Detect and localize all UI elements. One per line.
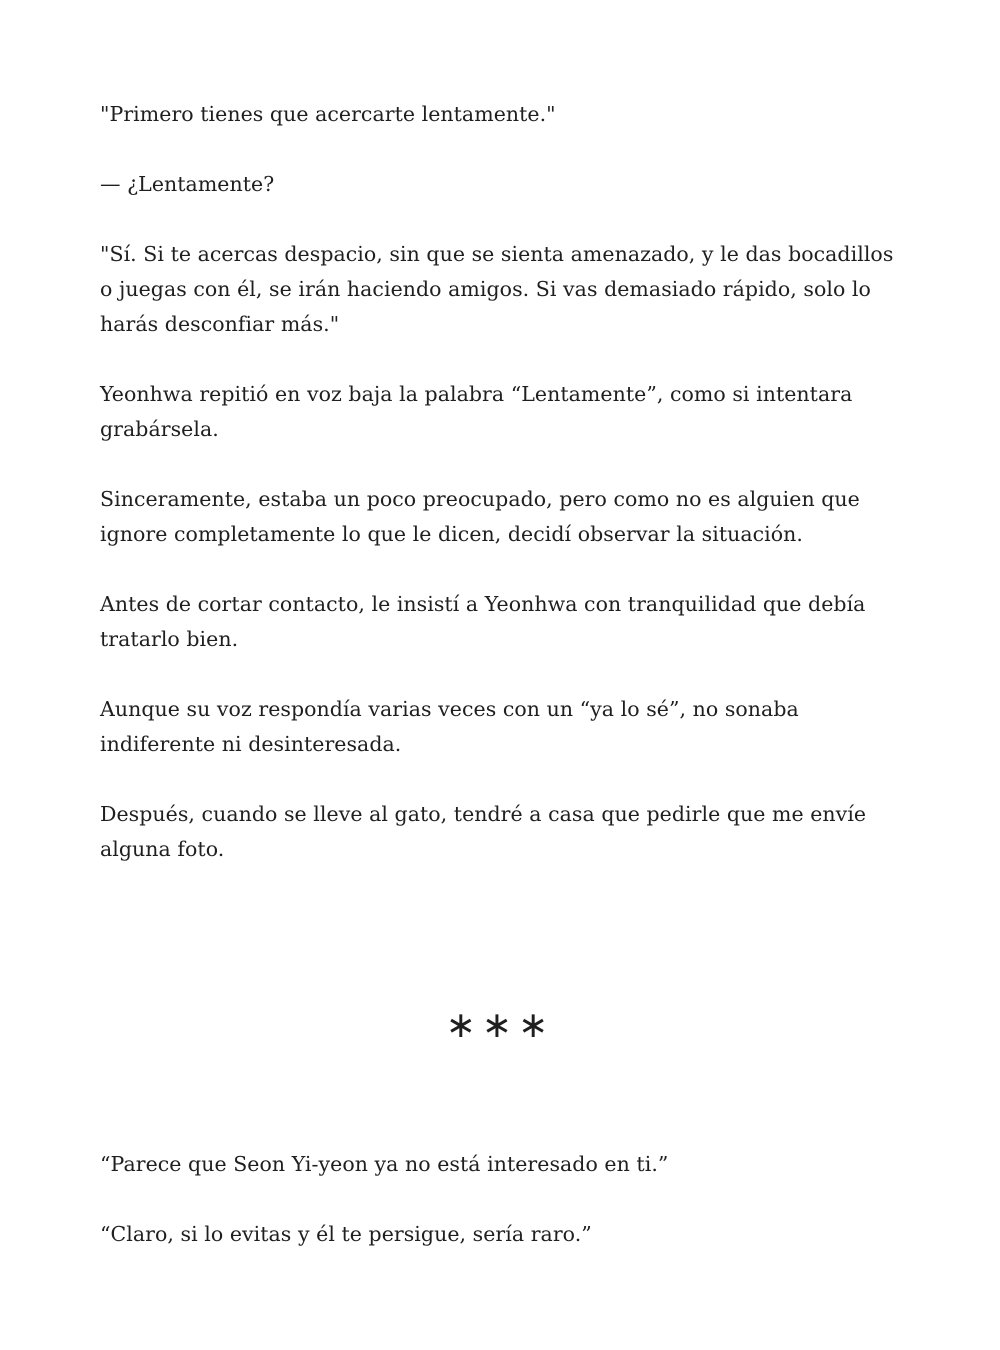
paragraph-10: “Claro, si lo evitas y él te persigue, sería raro.”	[100, 1222, 592, 1246]
paragraph-6: Antes de cortar contacto, le insistí a Yeonhwa con tranquilidad que debía tratarlo bien.	[100, 592, 866, 651]
paragraph-1: "Primero tienes que acercarte lentamente."	[100, 102, 556, 126]
paragraph-3: "Sí. Si te acercas despacio, sin que se sienta amenazado, y le das bocadillos o juegas con él, se irán haciendo amigos. Si vas demasiado rápido, solo lo harás desconfiar más."	[100, 242, 894, 336]
document-page	[100, 0, 900, 1350]
paragraph-2: — ¿Lentamente?	[100, 172, 275, 196]
paragraph-8: Después, cuando se lleve al gato, tendré a casa que pedirle que me envíe alguna foto.	[100, 802, 867, 861]
paragraph-9: “Parece que Seon Yi-yeon ya no está interesado en ti.”	[100, 1152, 669, 1176]
paragraph-7: Aunque su voz respondía varias veces con un “ya lo sé”, no sonaba indiferente ni desinteresada.	[100, 697, 799, 756]
paragraph-4: Yeonhwa repitió en voz baja la palabra “Lentamente”, como si intentara grabársela.	[100, 382, 853, 441]
scene-break-separator: ∗∗∗	[445, 1005, 555, 1046]
paragraph-5: Sinceramente, estaba un poco preocupado, pero como no es alguien que ignore completamente lo que le dicen, decidí observar la situación.	[100, 487, 860, 546]
